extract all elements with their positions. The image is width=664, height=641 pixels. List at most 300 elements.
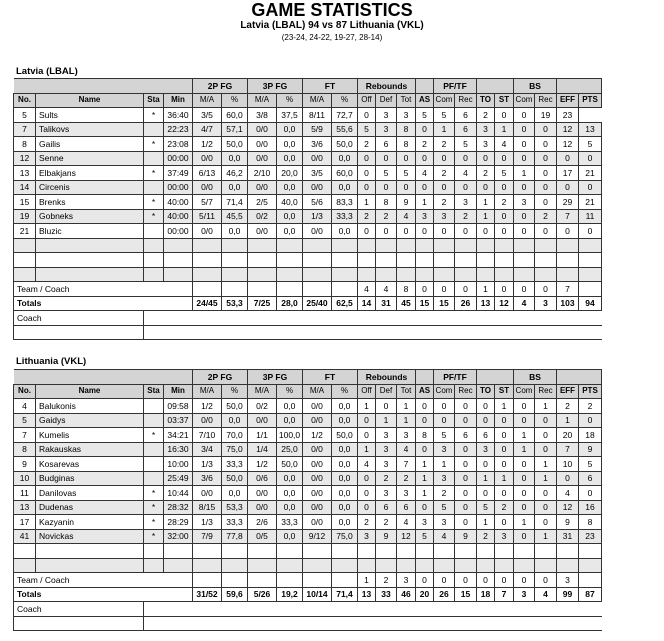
empty-cell (495, 558, 514, 573)
stat-cell: 0/0 (248, 413, 277, 428)
empty-cell (579, 558, 602, 573)
empty-cell (144, 267, 164, 282)
empty-cell (358, 253, 376, 268)
empty-cell (397, 238, 416, 253)
header-blank (477, 79, 514, 94)
team-name-home: Latvia (LBAL) (16, 66, 78, 77)
stat-cell: 20 (557, 428, 579, 443)
player-name: Sults (36, 108, 144, 123)
stat-cell: 0 (477, 224, 495, 239)
column-header: % (277, 93, 303, 108)
stat-cell: 1 (557, 413, 579, 428)
empty-cell (434, 267, 455, 282)
total-cell: 31 (376, 296, 397, 311)
stat-cell: 0,0 (277, 471, 303, 486)
stat-cell: 0 (495, 573, 514, 588)
empty-cell (277, 544, 303, 559)
team-coach-label: Team / Coach (14, 282, 193, 297)
stat-cell: 8 (397, 122, 416, 137)
player-name: Kumelis (36, 428, 144, 443)
empty-cell (514, 544, 535, 559)
stat-cell: 1 (358, 195, 376, 210)
column-header: % (332, 384, 358, 399)
stat-cell: 3 (376, 108, 397, 123)
stat-cell: 19 (535, 108, 557, 123)
stat-cell: 55,6 (332, 122, 358, 137)
stat-cell: 2 (376, 471, 397, 486)
empty-cell (303, 573, 332, 588)
stat-cell: 0/0 (303, 457, 332, 472)
player-row (14, 108, 602, 123)
stat-cell: 1 (477, 209, 495, 224)
stat-cell (144, 122, 164, 137)
stat-cell: 50,0 (222, 399, 248, 414)
stat-cell: 0/0 (193, 486, 222, 501)
stat-cell: 0 (514, 108, 535, 123)
stat-cell: 8/15 (193, 500, 222, 515)
empty-cell (557, 558, 579, 573)
total-cell: 12 (495, 296, 514, 311)
stat-cell: 0 (535, 151, 557, 166)
column-header: Tot (397, 384, 416, 399)
column-header: Rec (535, 93, 557, 108)
stat-cell: 0 (376, 399, 397, 414)
stat-cell: 0/0 (248, 486, 277, 501)
stat-cell: 0 (514, 282, 535, 297)
empty-cell (193, 238, 222, 253)
stat-cell: 09:58 (164, 399, 193, 414)
total-cell: 5/26 (248, 587, 277, 602)
empty-cell (248, 544, 277, 559)
empty-cell (193, 573, 222, 588)
stat-cell: 1 (416, 471, 434, 486)
total-cell: 31/52 (193, 587, 222, 602)
stat-cell: 0,0 (277, 209, 303, 224)
stat-cell: 0 (579, 180, 602, 195)
stat-cell: 0/0 (303, 500, 332, 515)
player-name: Danilovas (36, 486, 144, 501)
stat-cell: 0,0 (222, 224, 248, 239)
stat-cell: 5 (434, 500, 455, 515)
stat-cell: 1 (477, 282, 495, 297)
stat-cell (144, 224, 164, 239)
column-header: % (332, 93, 358, 108)
stat-cell: 83,3 (332, 195, 358, 210)
stat-cell: 0 (557, 471, 579, 486)
empty-cell (358, 544, 376, 559)
stat-cell: 50,0 (222, 471, 248, 486)
stat-cell: 0,0 (332, 151, 358, 166)
stat-cell: 12 (557, 500, 579, 515)
stat-cell: 3/8 (248, 108, 277, 123)
stat-cell: * (144, 108, 164, 123)
stat-cell: 0,0 (332, 413, 358, 428)
stat-cell: 2 (397, 471, 416, 486)
stat-cell: 0 (455, 486, 477, 501)
stat-cell: 0 (455, 282, 477, 297)
player-number: 5 (14, 108, 36, 123)
stat-cell: 0 (535, 166, 557, 181)
stat-cell: 2 (477, 166, 495, 181)
empty-cell (535, 253, 557, 268)
stat-cell: 17 (557, 166, 579, 181)
stat-cell: 0 (477, 457, 495, 472)
empty-cell (14, 616, 144, 631)
player-name: Brenks (36, 195, 144, 210)
total-cell: 7 (495, 587, 514, 602)
stat-cell: 0/0 (193, 413, 222, 428)
column-header: TO (477, 93, 495, 108)
team-coach-label: Team / Coach (14, 573, 193, 588)
player-row (14, 471, 602, 486)
stat-cell: 0 (416, 151, 434, 166)
stat-cell: 4 (455, 166, 477, 181)
stat-cell: 0 (434, 573, 455, 588)
player-number: 11 (14, 486, 36, 501)
stat-cell: 1 (416, 486, 434, 501)
stat-cell: 1 (477, 195, 495, 210)
column-header: Sta (144, 93, 164, 108)
stat-cell: 21 (579, 195, 602, 210)
stat-cell: 0 (477, 413, 495, 428)
header-group: PF/TF (434, 79, 477, 94)
stat-cell (144, 180, 164, 195)
stat-cell: 0,0 (332, 471, 358, 486)
stat-cell: 0 (416, 282, 434, 297)
empty-cell (277, 253, 303, 268)
player-row (14, 457, 602, 472)
stat-cell: 71,4 (222, 195, 248, 210)
stat-cell: 4 (397, 442, 416, 457)
stat-cell: 2 (455, 209, 477, 224)
stat-cell: 0,0 (222, 151, 248, 166)
stat-cell: 0/0 (248, 500, 277, 515)
total-cell: 13 (477, 296, 495, 311)
column-header: No. (14, 384, 36, 399)
stat-cell: 0/0 (193, 180, 222, 195)
stat-cell: 0 (477, 486, 495, 501)
stat-cell: 0/0 (303, 442, 332, 457)
stat-cell: 0/0 (303, 180, 332, 195)
stat-cell: 0 (495, 180, 514, 195)
stat-cell: 0 (397, 151, 416, 166)
stat-cell: 0,0 (277, 180, 303, 195)
column-header: Rec (455, 384, 477, 399)
stat-cell: 21 (579, 166, 602, 181)
column-header: Min (164, 384, 193, 399)
column-header: AS (416, 93, 434, 108)
player-row (14, 529, 602, 544)
empty-cell (164, 238, 193, 253)
stat-cell (144, 399, 164, 414)
empty-cell (277, 573, 303, 588)
stat-cell: 2 (434, 137, 455, 152)
stat-cell: 2/6 (248, 515, 277, 530)
empty-cell (144, 253, 164, 268)
stat-cell: 0 (358, 151, 376, 166)
stat-cell: 31 (557, 529, 579, 544)
stat-cell: 1/1 (248, 428, 277, 443)
empty-cell (164, 253, 193, 268)
empty-cell (36, 558, 144, 573)
header-group: FT (303, 79, 358, 94)
total-cell: 103 (557, 296, 579, 311)
stat-cell: 0,0 (277, 399, 303, 414)
stat-cell: 1 (477, 515, 495, 530)
stat-cell: 3/5 (303, 166, 332, 181)
player-number: 10 (14, 471, 36, 486)
stat-cell: 0 (416, 224, 434, 239)
stat-cell: 1 (495, 122, 514, 137)
total-cell: 20 (416, 587, 434, 602)
empty-cell (332, 238, 358, 253)
stat-cell: 0 (416, 442, 434, 457)
empty-cell (557, 544, 579, 559)
empty-cell (277, 267, 303, 282)
stat-cell: 53,3 (222, 500, 248, 515)
stat-cell: 0/0 (193, 151, 222, 166)
empty-cell (193, 253, 222, 268)
header-group: 3P FG (248, 370, 303, 385)
stat-cell: 40:00 (164, 195, 193, 210)
empty-cell (14, 253, 36, 268)
stat-cell: 0,0 (222, 486, 248, 501)
player-name: Dudenas (36, 500, 144, 515)
total-cell: 4 (514, 296, 535, 311)
empty-cell (332, 282, 358, 297)
stat-cell: 2 (535, 209, 557, 224)
stat-cell: 25:49 (164, 471, 193, 486)
stat-cell: 0 (416, 122, 434, 137)
stat-cell: 0 (579, 486, 602, 501)
stat-cell: 100,0 (277, 428, 303, 443)
stat-cell: 28:29 (164, 515, 193, 530)
empty-cell (477, 267, 495, 282)
total-cell: 53,3 (222, 296, 248, 311)
stat-cell: 3 (434, 471, 455, 486)
total-cell: 13 (358, 587, 376, 602)
stat-cell: 0,0 (277, 122, 303, 137)
empty-cell (434, 253, 455, 268)
stat-cell: 8 (397, 137, 416, 152)
stat-cell: 2 (376, 573, 397, 588)
stat-cell (579, 573, 602, 588)
empty-cell (222, 267, 248, 282)
totals-label: Totals (14, 296, 193, 311)
stat-cell: 0 (455, 442, 477, 457)
stat-cell: 22:23 (164, 122, 193, 137)
stat-cell: 7 (557, 282, 579, 297)
stat-cell: 0 (535, 195, 557, 210)
player-number: 9 (14, 457, 36, 472)
header-group: FT (303, 370, 358, 385)
player-row (14, 137, 602, 152)
column-header: M/A (248, 93, 277, 108)
column-header: TO (477, 384, 495, 399)
stat-cell: 0 (495, 442, 514, 457)
stat-cell: 0 (535, 442, 557, 457)
empty-cell (495, 267, 514, 282)
stat-cell: 1 (535, 471, 557, 486)
stat-cell: 5 (495, 166, 514, 181)
stat-cell: 40,0 (277, 195, 303, 210)
stat-cell: 0 (376, 151, 397, 166)
total-cell: 18 (477, 587, 495, 602)
empty-cell (397, 558, 416, 573)
stat-cell: 0/2 (248, 209, 277, 224)
column-header: ST (495, 384, 514, 399)
stat-cell: 0 (455, 151, 477, 166)
stat-cell: 7 (557, 442, 579, 457)
stat-cell: 3/4 (193, 442, 222, 457)
stat-cell: 1 (434, 122, 455, 137)
stat-cell: 0,0 (332, 442, 358, 457)
empty-cell (277, 558, 303, 573)
stat-cell: 0 (514, 486, 535, 501)
stat-cell: 0 (434, 224, 455, 239)
stat-cell: 0 (514, 399, 535, 414)
stat-cell: 33,3 (277, 515, 303, 530)
column-header: Off (358, 384, 376, 399)
stat-cell: 6 (455, 122, 477, 137)
stat-cell: 0/0 (303, 151, 332, 166)
stat-cell: 0 (495, 457, 514, 472)
stat-cell: 0 (514, 471, 535, 486)
stat-cell: 1/2 (193, 399, 222, 414)
stat-cell: 0 (358, 486, 376, 501)
stat-cell: * (144, 166, 164, 181)
total-cell: 25/40 (303, 296, 332, 311)
empty-cell (14, 544, 36, 559)
stat-cell: 4 (358, 457, 376, 472)
stat-cell: 3 (477, 442, 495, 457)
player-name: Balukonis (36, 399, 144, 414)
stat-cell: 0 (579, 413, 602, 428)
stat-cell: * (144, 137, 164, 152)
stat-cell: 10:44 (164, 486, 193, 501)
stat-cell: 9 (376, 529, 397, 544)
stat-cell: 6 (477, 428, 495, 443)
stat-cell: 0 (495, 209, 514, 224)
stat-cell: 23 (557, 108, 579, 123)
stat-cell: 4 (358, 282, 376, 297)
empty-cell (144, 602, 602, 617)
stat-cell: 3 (376, 457, 397, 472)
header-blank (477, 370, 514, 385)
stat-cell: 0/0 (303, 471, 332, 486)
empty-cell (193, 544, 222, 559)
stat-cell: 0 (579, 224, 602, 239)
stat-cell: 5 (434, 428, 455, 443)
stat-cell: 0 (455, 500, 477, 515)
empty-cell (277, 238, 303, 253)
stat-cell: 5 (477, 500, 495, 515)
stat-cell: 2 (477, 108, 495, 123)
stat-cell: 6 (397, 500, 416, 515)
page-title: GAME STATISTICS (251, 0, 413, 20)
stat-cell: 1 (495, 399, 514, 414)
stat-cell: 0 (416, 180, 434, 195)
stat-cell: 0 (514, 209, 535, 224)
stat-cell: 1 (376, 413, 397, 428)
column-header: ST (495, 93, 514, 108)
total-cell: 10/14 (303, 587, 332, 602)
stat-cell: 0 (495, 413, 514, 428)
stat-cell: 13 (579, 122, 602, 137)
player-name: Senne (36, 151, 144, 166)
empty-cell (557, 267, 579, 282)
stat-cell: 10 (557, 457, 579, 472)
stat-cell: 50,0 (332, 428, 358, 443)
stat-cell: 25,0 (277, 442, 303, 457)
stat-cell: 0 (514, 180, 535, 195)
stat-cell: 0 (535, 224, 557, 239)
stat-cell: 0 (416, 500, 434, 515)
stat-cell: 3 (358, 529, 376, 544)
stat-cell: 0 (514, 122, 535, 137)
stat-cell: 0/0 (248, 224, 277, 239)
stat-cell: 5 (376, 166, 397, 181)
player-number: 8 (14, 137, 36, 152)
column-header: Def (376, 93, 397, 108)
stat-cell: 3 (397, 573, 416, 588)
empty-cell (193, 267, 222, 282)
stat-cell: 2 (358, 209, 376, 224)
stat-cell: 4 (495, 137, 514, 152)
stat-cell: 2/5 (248, 195, 277, 210)
totals-label: Totals (14, 587, 193, 602)
column-header: M/A (193, 384, 222, 399)
total-cell: 33 (376, 587, 397, 602)
stat-cell: 33,3 (222, 515, 248, 530)
column-header: Min (164, 93, 193, 108)
empty-cell (303, 544, 332, 559)
stat-cell: 0,0 (222, 413, 248, 428)
stat-cell: 33,3 (332, 209, 358, 224)
total-cell: 15 (455, 587, 477, 602)
stat-cell: 16 (579, 500, 602, 515)
stat-cell: 3/5 (193, 108, 222, 123)
stat-cell: 0,0 (332, 180, 358, 195)
stat-cell: 0 (495, 486, 514, 501)
empty-cell (36, 238, 144, 253)
stat-cell: 5/9 (303, 122, 332, 137)
stat-cell: 0,0 (332, 500, 358, 515)
stat-cell: 3 (434, 209, 455, 224)
empty-cell (144, 616, 602, 631)
stat-cell: 0,0 (277, 151, 303, 166)
stat-cell: 0 (514, 529, 535, 544)
stat-cell: 0 (434, 180, 455, 195)
header-blank (557, 370, 602, 385)
stat-cell: 7 (397, 457, 416, 472)
stat-cell: 40:00 (164, 209, 193, 224)
player-row (14, 442, 602, 457)
player-name: Talikovs (36, 122, 144, 137)
column-header: AS (416, 384, 434, 399)
stat-cell: 23:08 (164, 137, 193, 152)
column-header: Com (434, 384, 455, 399)
stat-cell: 4 (557, 486, 579, 501)
stat-cell: 3 (514, 195, 535, 210)
player-row (14, 399, 602, 414)
stat-cell: 1/3 (193, 515, 222, 530)
column-header: M/A (303, 93, 332, 108)
stat-cell: 3 (397, 428, 416, 443)
stat-cell: 50,0 (222, 137, 248, 152)
stat-cell (144, 457, 164, 472)
empty-cell (416, 253, 434, 268)
